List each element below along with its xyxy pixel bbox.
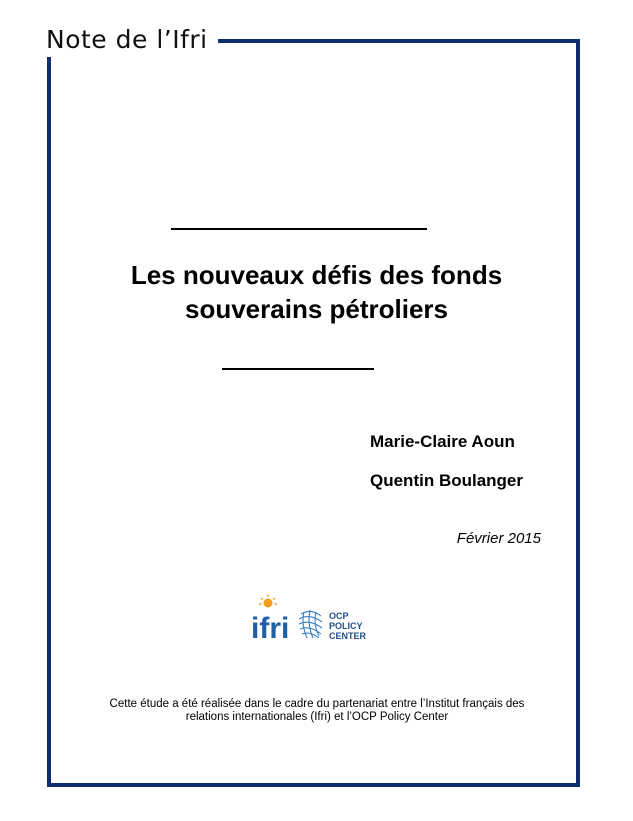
page-frame [47, 39, 580, 787]
author-name: Marie-Claire Aoun [370, 432, 515, 451]
ifri-wordmark: ifri [251, 612, 290, 645]
globe-icon [299, 610, 322, 638]
ifri-logo [251, 595, 289, 645]
partnership-note-line-1: Cette étude a été réalisée dans le cadre du partenariat entre l’Institut français des [109, 698, 525, 710]
partnership-note [98, 698, 536, 724]
ocp-logo [299, 610, 367, 641]
partner-logos [249, 594, 389, 646]
series-label: Note de l’Ifri [36, 23, 218, 57]
author-name: Quentin Boulanger [370, 471, 523, 490]
title-rule-top [171, 228, 427, 230]
title-line-2: souverains pétroliers [185, 294, 448, 324]
ocp-line-3: CENTER [329, 631, 367, 641]
ocp-line-2: POLICY [329, 621, 363, 631]
sun-icon [259, 595, 277, 608]
title-rule-bottom [222, 368, 374, 370]
publication-date: Février 2015 [456, 530, 541, 547]
partnership-note-line-2: relations internationales (Ifri) et l’OCP Policy Center [185, 711, 449, 723]
ocp-line-1: OCP [329, 611, 349, 621]
document-title [60, 258, 573, 326]
title-line-1: Les nouveaux défis des fonds [130, 260, 503, 290]
